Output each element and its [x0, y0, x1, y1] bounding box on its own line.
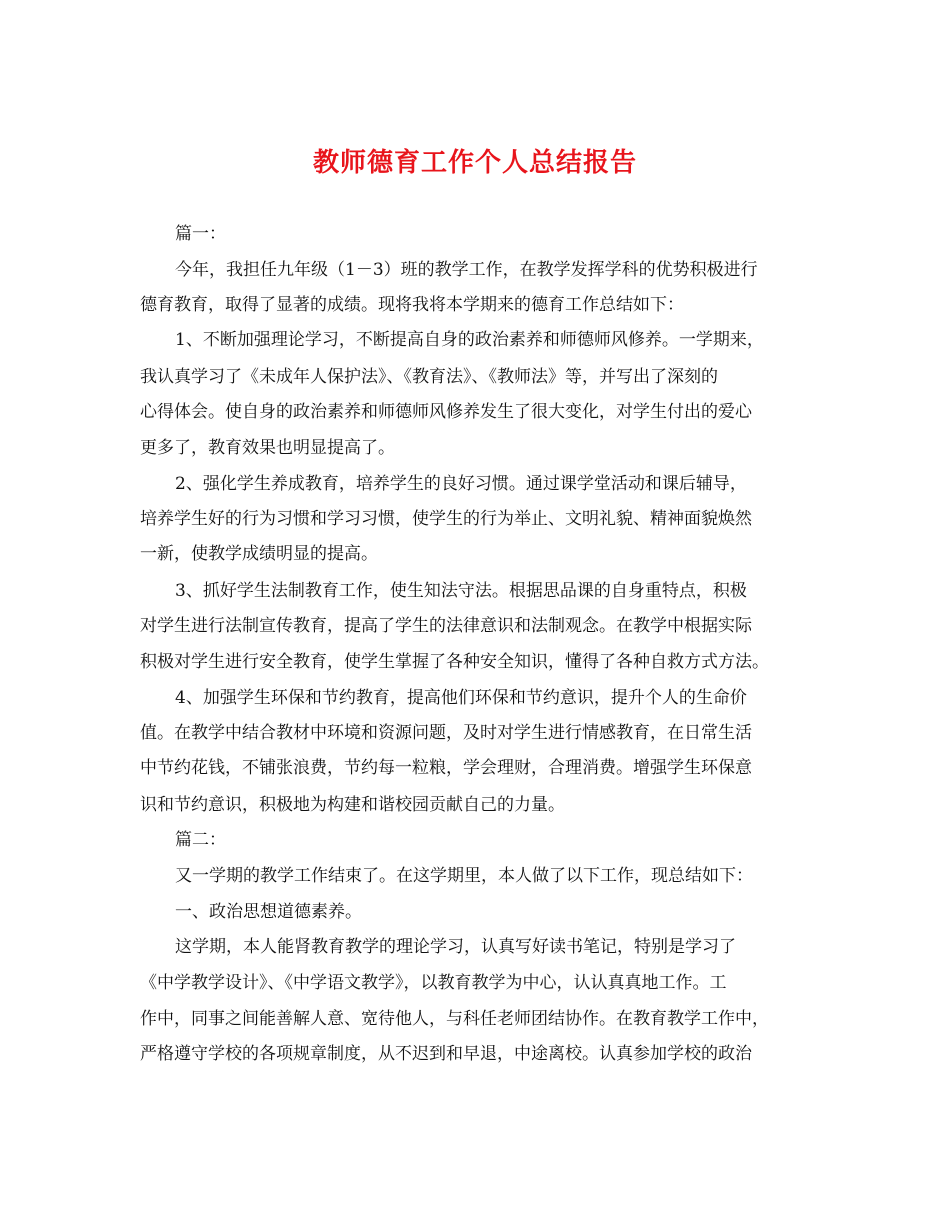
document-title: 教师德育工作个人总结报告: [312, 148, 637, 178]
paragraph-line: 一新，使教学成绩明显的提高。: [140, 544, 378, 564]
paragraph-line: 今年，我担任九年级（1－3）班的教学工作，在教学发挥学科的优势积极进行: [175, 260, 758, 280]
section-heading-1: 篇一：: [175, 224, 226, 244]
paragraph-line: 2、强化学生养成教育，培养学生的良好习惯。通过课学堂活动和课后辅导，: [175, 474, 747, 494]
paragraph-line: 德育教育，取得了显著的成绩。现将我将本学期来的德育工作总结如下：: [140, 295, 684, 315]
paragraph-line: 《中学教学设计》、《中学语文教学》，以教育教学为中心，认认真真地工作。工: [140, 973, 727, 993]
paragraph-line: 积极对学生进行安全教育，使学生掌握了各种安全知识，懂得了各种自救方式方法。: [140, 652, 769, 672]
paragraph-line: 作中，同事之间能善解人意、宽待他人，与科任老师团结协作。在教育教学工作中，: [140, 1009, 769, 1029]
paragraph-line: 严格遵守学校的各项规章制度，从不迟到和早退，中途离校。认真参加学校的政治: [140, 1044, 752, 1064]
paragraph-line: 中节约花钱，不铺张浪费，节约每一粒粮，学会理财，合理消费。增强学生环保意: [140, 758, 752, 778]
paragraph-line: 3、抓好学生法制教育工作，使生知法守法。根据思品课的自身重特点，积极: [175, 581, 747, 601]
section-heading-2: 篇二：: [175, 830, 226, 850]
paragraph-line: 心得体会。使自身的政治素养和师德师风修养发生了很大变化，对学生付出的爱心: [140, 402, 752, 422]
paragraph-line: 我认真学习了《未成年人保护法》、《教育法》、《教师法》等，并写出了深刻的: [140, 367, 718, 387]
paragraph-line: 更多了，教育效果也明显提高了。: [140, 438, 395, 458]
paragraph-line: 又一学期的教学工作结束了。在这学期里，本人做了以下工作，现总结如下：: [175, 866, 753, 886]
paragraph-line: 一、政治思想道德素养。: [175, 902, 362, 922]
paragraph-line: 对学生进行法制宣传教育，提高了学生的法律意识和法制观念。在教学中根据实际: [140, 616, 752, 636]
paragraph-line: 识和节约意识，积极地为构建和谐校园贡献自己的力量。: [140, 795, 565, 815]
paragraph-line: 培养学生好的行为习惯和学习习惯，使学生的行为举止、文明礼貌、精神面貌焕然: [140, 509, 752, 529]
paragraph-line: 这学期，本人能肾教育教学的理论学习，认真写好读书笔记，特别是学习了: [175, 937, 736, 957]
paragraph-line: 值。在教学中结合教材中环境和资源问题，及时对学生进行情感教育，在日常生活: [140, 723, 752, 743]
paragraph-line: 4、加强学生环保和节约教育，提高他们环保和节约意识，提升个人的生命价: [175, 688, 747, 708]
paragraph-line: 1、不断加强理论学习，不断提高自身的政治素养和师德师风修养。一学期来，: [175, 330, 764, 350]
